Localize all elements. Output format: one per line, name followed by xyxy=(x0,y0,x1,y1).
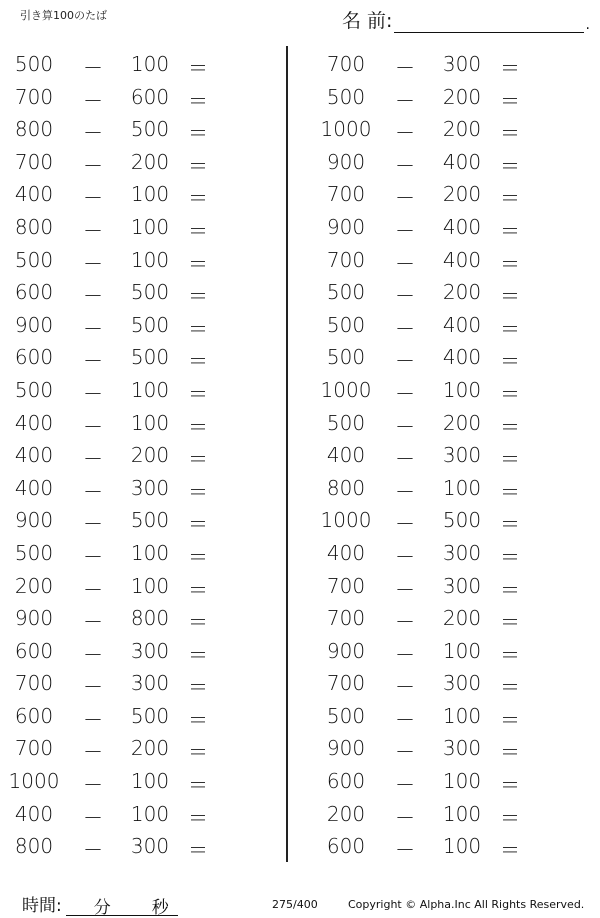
subtrahend: 100 xyxy=(130,540,170,565)
equals-sign: ＝ xyxy=(500,414,520,439)
minus-sign: － xyxy=(83,838,103,863)
minuend: 800 xyxy=(14,834,54,859)
equals-sign: ＝ xyxy=(500,251,520,276)
minus-sign: － xyxy=(395,447,415,472)
equals-sign: ＝ xyxy=(500,740,520,765)
equals-sign: ＝ xyxy=(500,153,520,178)
minuend: 400 xyxy=(14,801,54,826)
minuend: 700 xyxy=(326,52,366,76)
minuend: 700 xyxy=(14,84,54,109)
subtrahend: 100 xyxy=(130,182,170,207)
equals-sign: ＝ xyxy=(500,381,520,406)
subtrahend: 100 xyxy=(130,769,170,794)
minus-sign: － xyxy=(83,349,103,374)
equals-sign: ＝ xyxy=(500,642,520,667)
equals-sign: ＝ xyxy=(500,121,520,146)
minuend: 400 xyxy=(14,475,54,500)
subtrahend: 400 xyxy=(442,312,482,337)
subtrahend: 100 xyxy=(130,214,170,239)
equals-sign: ＝ xyxy=(188,544,208,569)
equals-sign: ＝ xyxy=(188,512,208,537)
subtrahend: 200 xyxy=(442,280,482,305)
time-label: 時間: xyxy=(22,896,62,916)
minus-sign: － xyxy=(83,186,103,211)
equals-sign: ＝ xyxy=(188,773,208,798)
minus-sign: － xyxy=(83,740,103,765)
worksheet-title: 引き算100のたば xyxy=(20,9,107,22)
equals-sign: ＝ xyxy=(188,610,208,635)
minuend: 500 xyxy=(326,410,366,435)
subtrahend: 100 xyxy=(130,52,170,76)
subtrahend: 300 xyxy=(442,52,482,76)
subtrahend: 500 xyxy=(130,508,170,533)
subtrahend: 100 xyxy=(442,769,482,794)
minuend: 400 xyxy=(14,443,54,468)
minus-sign: － xyxy=(83,577,103,602)
equals-sign: ＝ xyxy=(500,773,520,798)
subtrahend: 300 xyxy=(442,443,482,468)
subtrahend: 100 xyxy=(442,703,482,728)
minus-sign: － xyxy=(83,316,103,341)
name-field[interactable] xyxy=(394,12,584,33)
minuend: 700 xyxy=(14,149,54,174)
minuend: 400 xyxy=(14,182,54,207)
minus-sign: － xyxy=(83,610,103,635)
minuend: 700 xyxy=(14,671,54,696)
minus-sign: － xyxy=(395,773,415,798)
minus-sign: － xyxy=(83,773,103,798)
equals-sign: ＝ xyxy=(500,544,520,569)
subtrahend: 500 xyxy=(130,345,170,370)
subtrahend: 200 xyxy=(442,606,482,631)
equals-sign: ＝ xyxy=(500,56,520,80)
minus-sign: － xyxy=(83,544,103,569)
subtrahend: 300 xyxy=(130,638,170,663)
minuend: 500 xyxy=(14,377,54,402)
minus-sign: － xyxy=(395,740,415,765)
subtrahend: 400 xyxy=(442,247,482,272)
minus-sign: － xyxy=(395,251,415,276)
minus-sign: － xyxy=(83,381,103,406)
equals-sign: ＝ xyxy=(188,56,208,80)
minuend: 600 xyxy=(14,280,54,305)
minuend: 500 xyxy=(14,52,54,76)
subtrahend: 500 xyxy=(130,117,170,142)
subtrahend: 500 xyxy=(130,312,170,337)
minuend: 900 xyxy=(326,638,366,663)
subtrahend: 100 xyxy=(130,573,170,598)
minuend: 800 xyxy=(14,214,54,239)
subtrahend: 100 xyxy=(130,247,170,272)
equals-sign: ＝ xyxy=(188,218,208,243)
equals-sign: ＝ xyxy=(188,284,208,309)
minus-sign: － xyxy=(83,447,103,472)
subtrahend: 400 xyxy=(442,345,482,370)
minuend: 500 xyxy=(326,345,366,370)
subtrahend: 500 xyxy=(130,280,170,305)
minus-sign: － xyxy=(395,805,415,830)
minuend: 400 xyxy=(326,443,366,468)
subtrahend: 300 xyxy=(442,736,482,761)
minuend: 600 xyxy=(326,769,366,794)
minus-sign: － xyxy=(395,186,415,211)
minuend: 1000 xyxy=(320,508,372,533)
minuend: 400 xyxy=(14,410,54,435)
equals-sign: ＝ xyxy=(188,805,208,830)
minuend: 1000 xyxy=(320,377,372,402)
equals-sign: ＝ xyxy=(500,577,520,602)
minus-sign: － xyxy=(395,218,415,243)
subtrahend: 300 xyxy=(442,540,482,565)
subtrahend: 200 xyxy=(442,410,482,435)
copyright: Copyright © Alpha.Inc All Rights Reserved. xyxy=(348,898,585,911)
minuend: 600 xyxy=(14,345,54,370)
subtrahend: 300 xyxy=(442,573,482,598)
minuend: 900 xyxy=(14,606,54,631)
minus-sign: － xyxy=(83,284,103,309)
subtrahend: 100 xyxy=(442,377,482,402)
subtrahend: 600 xyxy=(130,84,170,109)
equals-sign: ＝ xyxy=(188,316,208,341)
subtrahend: 400 xyxy=(442,214,482,239)
minuend: 500 xyxy=(326,703,366,728)
minuend: 900 xyxy=(326,214,366,239)
minus-sign: － xyxy=(395,512,415,537)
subtrahend: 800 xyxy=(130,606,170,631)
minuend: 700 xyxy=(326,606,366,631)
minus-sign: － xyxy=(395,284,415,309)
subtrahend: 200 xyxy=(442,84,482,109)
name-label: 名 前: xyxy=(342,10,393,32)
equals-sign: ＝ xyxy=(188,740,208,765)
minus-sign: － xyxy=(395,153,415,178)
minus-sign: － xyxy=(395,544,415,569)
subtrahend: 100 xyxy=(130,377,170,402)
minus-sign: － xyxy=(83,675,103,700)
footer xyxy=(0,889,600,917)
time-area xyxy=(22,891,178,916)
minus-sign: － xyxy=(83,153,103,178)
minuend: 900 xyxy=(14,312,54,337)
equals-sign: ＝ xyxy=(188,675,208,700)
minuend: 400 xyxy=(326,540,366,565)
equals-sign: ＝ xyxy=(188,153,208,178)
equals-sign: ＝ xyxy=(500,218,520,243)
minuend: 600 xyxy=(14,703,54,728)
subtrahend: 200 xyxy=(130,149,170,174)
subtrahend: 100 xyxy=(442,834,482,859)
subtrahend: 300 xyxy=(442,671,482,696)
minuend: 900 xyxy=(14,508,54,533)
equals-sign: ＝ xyxy=(500,479,520,504)
equals-sign: ＝ xyxy=(188,251,208,276)
minus-sign: － xyxy=(83,88,103,113)
minus-sign: － xyxy=(83,479,103,504)
minuend: 1000 xyxy=(8,769,60,794)
minuend: 800 xyxy=(326,475,366,500)
equals-sign: ＝ xyxy=(188,121,208,146)
minus-sign: － xyxy=(395,414,415,439)
minuend: 600 xyxy=(326,834,366,859)
minus-sign: － xyxy=(395,707,415,732)
minuend: 700 xyxy=(326,182,366,207)
equals-sign: ＝ xyxy=(500,610,520,635)
equals-sign: ＝ xyxy=(188,414,208,439)
equals-sign: ＝ xyxy=(500,838,520,863)
minus-sign: － xyxy=(395,577,415,602)
minuend: 500 xyxy=(326,280,366,305)
equals-sign: ＝ xyxy=(188,349,208,374)
subtrahend: 300 xyxy=(130,671,170,696)
subtrahend: 100 xyxy=(130,801,170,826)
minuend: 700 xyxy=(14,736,54,761)
equals-sign: ＝ xyxy=(500,349,520,374)
equals-sign: ＝ xyxy=(500,707,520,732)
minus-sign: － xyxy=(83,642,103,667)
minuend: 800 xyxy=(14,117,54,142)
subtrahend: 200 xyxy=(442,117,482,142)
subtrahend: 400 xyxy=(442,149,482,174)
equals-sign: ＝ xyxy=(188,447,208,472)
minus-sign: － xyxy=(83,414,103,439)
minus-sign: － xyxy=(83,251,103,276)
minus-sign: － xyxy=(395,610,415,635)
equals-sign: ＝ xyxy=(188,642,208,667)
minus-sign: － xyxy=(395,88,415,113)
subtrahend: 500 xyxy=(130,703,170,728)
equals-sign: ＝ xyxy=(500,316,520,341)
column-divider xyxy=(286,46,288,862)
equals-sign: ＝ xyxy=(500,447,520,472)
minus-sign: － xyxy=(395,121,415,146)
seconds-label: 秒 xyxy=(151,898,169,918)
minus-sign: － xyxy=(83,121,103,146)
minus-sign: － xyxy=(395,316,415,341)
minus-sign: － xyxy=(83,707,103,732)
equals-sign: ＝ xyxy=(500,186,520,211)
equals-sign: ＝ xyxy=(188,381,208,406)
minuend: 500 xyxy=(326,312,366,337)
subtrahend: 100 xyxy=(130,410,170,435)
minus-sign: － xyxy=(395,642,415,667)
equals-sign: ＝ xyxy=(188,186,208,211)
minus-sign: － xyxy=(395,838,415,863)
minuend: 500 xyxy=(326,84,366,109)
subtrahend: 300 xyxy=(130,475,170,500)
minus-sign: － xyxy=(83,512,103,537)
minuend: 1000 xyxy=(320,117,372,142)
minuend: 500 xyxy=(14,540,54,565)
minus-sign: － xyxy=(83,218,103,243)
minuend: 700 xyxy=(326,247,366,272)
minus-sign: － xyxy=(395,349,415,374)
minus-sign: － xyxy=(83,56,103,80)
minutes-label: 分 xyxy=(93,898,111,918)
equals-sign: ＝ xyxy=(188,838,208,863)
minus-sign: － xyxy=(395,56,415,80)
equals-sign: ＝ xyxy=(500,512,520,537)
minuend: 900 xyxy=(326,736,366,761)
subtrahend: 100 xyxy=(442,475,482,500)
equals-sign: ＝ xyxy=(500,675,520,700)
equals-sign: ＝ xyxy=(500,805,520,830)
equals-sign: ＝ xyxy=(188,88,208,113)
subtrahend: 200 xyxy=(442,182,482,207)
minuend: 900 xyxy=(326,149,366,174)
minus-sign: － xyxy=(395,381,415,406)
subtrahend: 300 xyxy=(130,834,170,859)
subtrahend: 500 xyxy=(442,508,482,533)
name-dot: . xyxy=(585,17,590,33)
name-area xyxy=(342,6,590,33)
minuend: 700 xyxy=(326,671,366,696)
equals-sign: ＝ xyxy=(500,284,520,309)
minus-sign: － xyxy=(83,805,103,830)
equals-sign: ＝ xyxy=(188,577,208,602)
minus-sign: － xyxy=(395,479,415,504)
subtrahend: 200 xyxy=(130,736,170,761)
minuend: 700 xyxy=(326,573,366,598)
equals-sign: ＝ xyxy=(188,707,208,732)
minuend: 500 xyxy=(14,247,54,272)
minuend: 200 xyxy=(14,573,54,598)
equals-sign: ＝ xyxy=(188,479,208,504)
subtrahend: 100 xyxy=(442,638,482,663)
minus-sign: － xyxy=(395,675,415,700)
page-number: 275/400 xyxy=(272,898,318,911)
time-field[interactable] xyxy=(66,893,178,916)
minuend: 600 xyxy=(14,638,54,663)
minuend: 200 xyxy=(326,801,366,826)
equals-sign: ＝ xyxy=(500,88,520,113)
subtrahend: 100 xyxy=(442,801,482,826)
subtrahend: 200 xyxy=(130,443,170,468)
